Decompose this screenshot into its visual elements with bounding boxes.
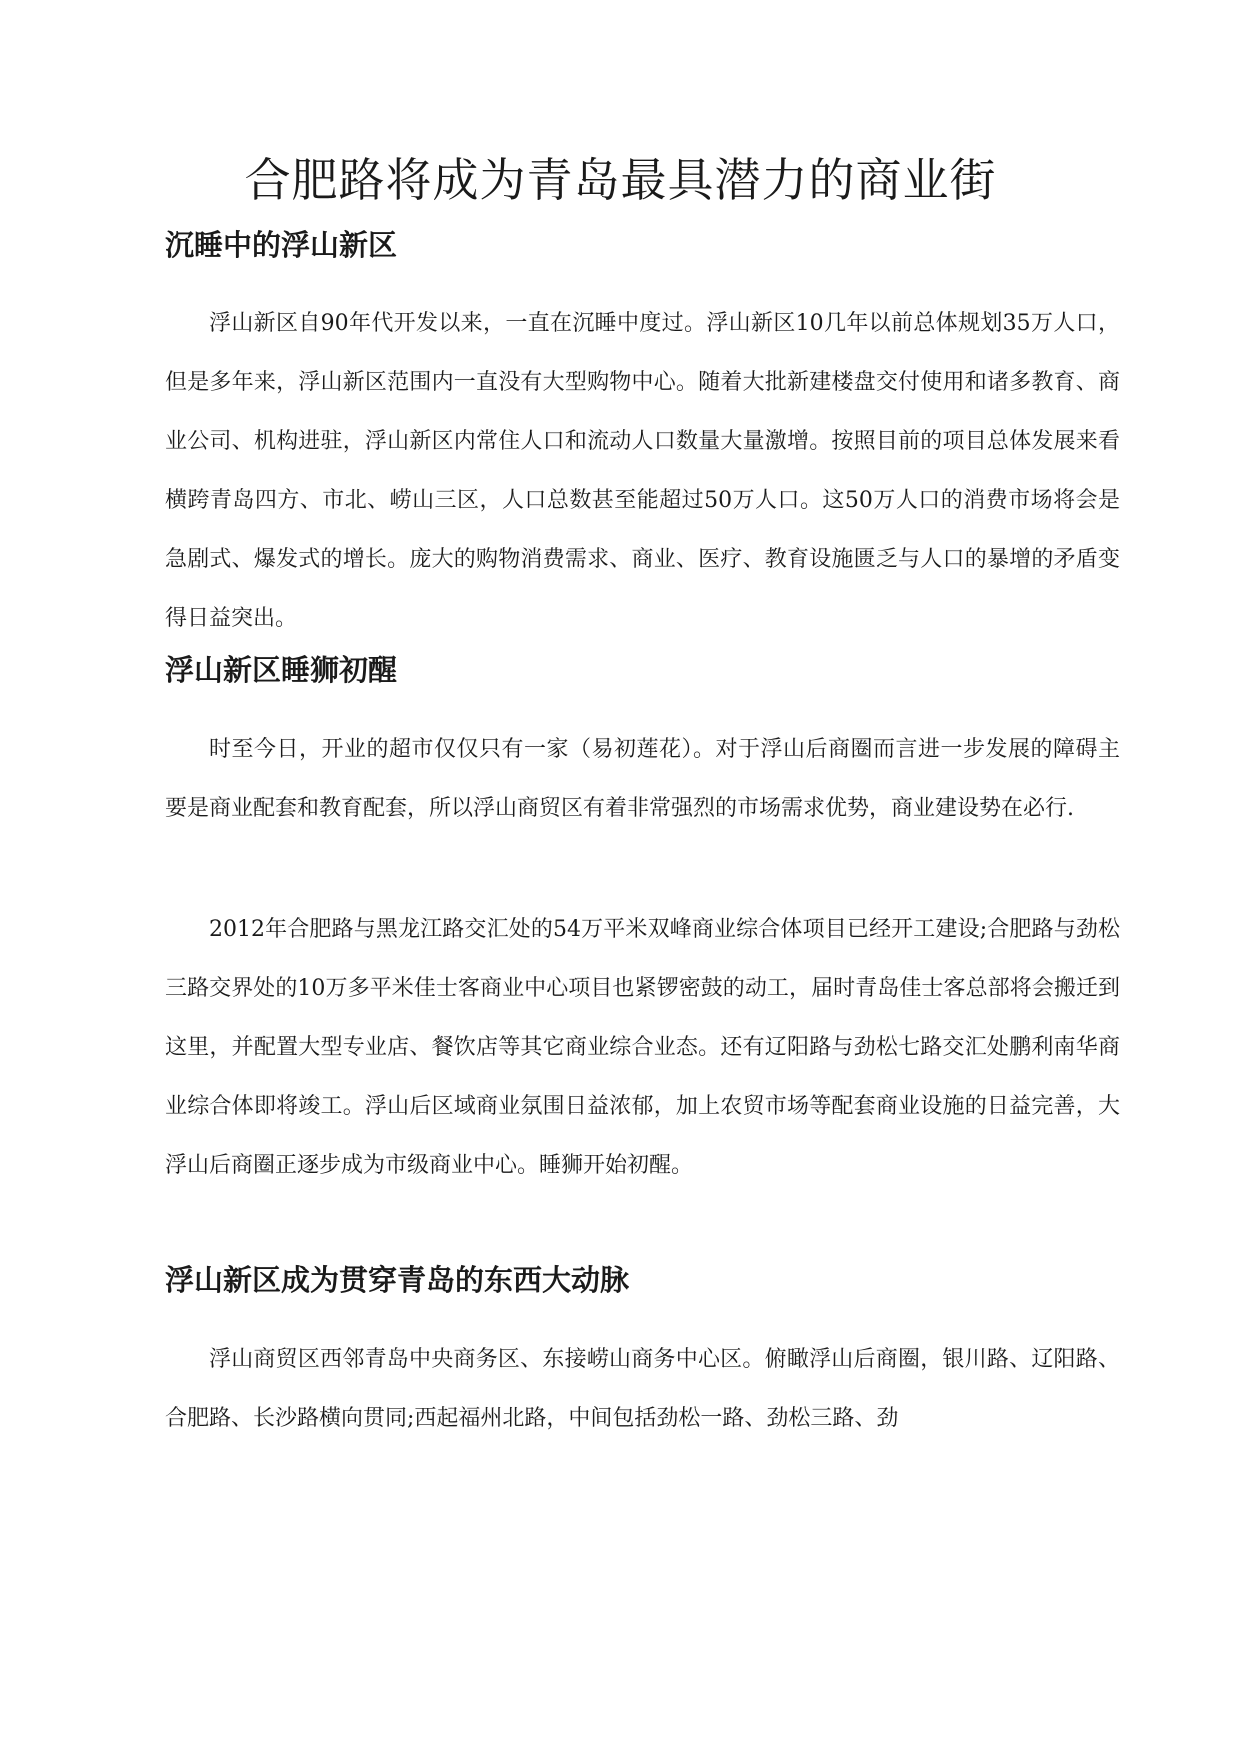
section-2-paragraph-2: 2012年合肥路与黑龙江路交汇处的54万平米双峰商业综合体项目已经开工建设;合肥路与劲松三路交界处的10万多平米佳士客商业中心项目也紧锣密鼓的动工，届时青岛佳士客总部将会搬迁到这里，并配置大型专业店、餐饮店等其它商业综合业态。还有辽阳路与劲松七路交汇处鹏利南华商业综合体即将竣工。浮山后区域商业氛围日益浓郁，加上农贸市场等配套商业设施的日益完善，大浮山后商圈正逐步成为市级商业中心。睡狮开始初醒。 bbox=[165, 917, 1120, 1178]
section-heading-3: 浮山新区成为贯穿青岛的东西大动脉 bbox=[165, 1263, 630, 1297]
section-2-paragraph-1: 时至今日，开业的超市仅仅只有一家（易初莲花）。对于浮山后商圈而言进一步发展的障碍主要是商业配套和教育配套，所以浮山商贸区有着非常强烈的市场需求优势，商业建设势在必行. bbox=[165, 737, 1120, 821]
document-title: 合肥路将成为青岛最具潜力的商业街 bbox=[244, 153, 997, 207]
section-3-paragraph-1: 浮山商贸区西邻青岛中央商务区、东接崂山商务中心区。俯瞰浮山后商圈，银川路、辽阳路、合肥路、长沙路横向贯同;西起福州北路，中间包括劲松一路、劲松三路、劲 bbox=[165, 1347, 1120, 1431]
section-heading-2: 浮山新区睡狮初醒 bbox=[165, 653, 398, 687]
section-heading-1: 沉睡中的浮山新区 bbox=[165, 228, 398, 262]
section-1-paragraph-1: 浮山新区自90年代开发以来，一直在沉睡中度过。浮山新区10几年以前总体规划35万人口，但是多年来，浮山新区范围内一直没有大型购物中心。随着大批新建楼盘交付使用和诸多教育、商业公司、机构进驻，浮山新区内常住人口和流动人口数量大量激增。按照目前的项目总体发展来看横跨青岛四方、市北、崂山三区，人口总数甚至能超过50万人口。这50万人口的消费市场将会是急剧式、爆发式的增长。庞大的购物消费需求、商业、医疗、教育设施匮乏与人口的暴增的矛盾变得日益突出。 bbox=[165, 311, 1120, 631]
